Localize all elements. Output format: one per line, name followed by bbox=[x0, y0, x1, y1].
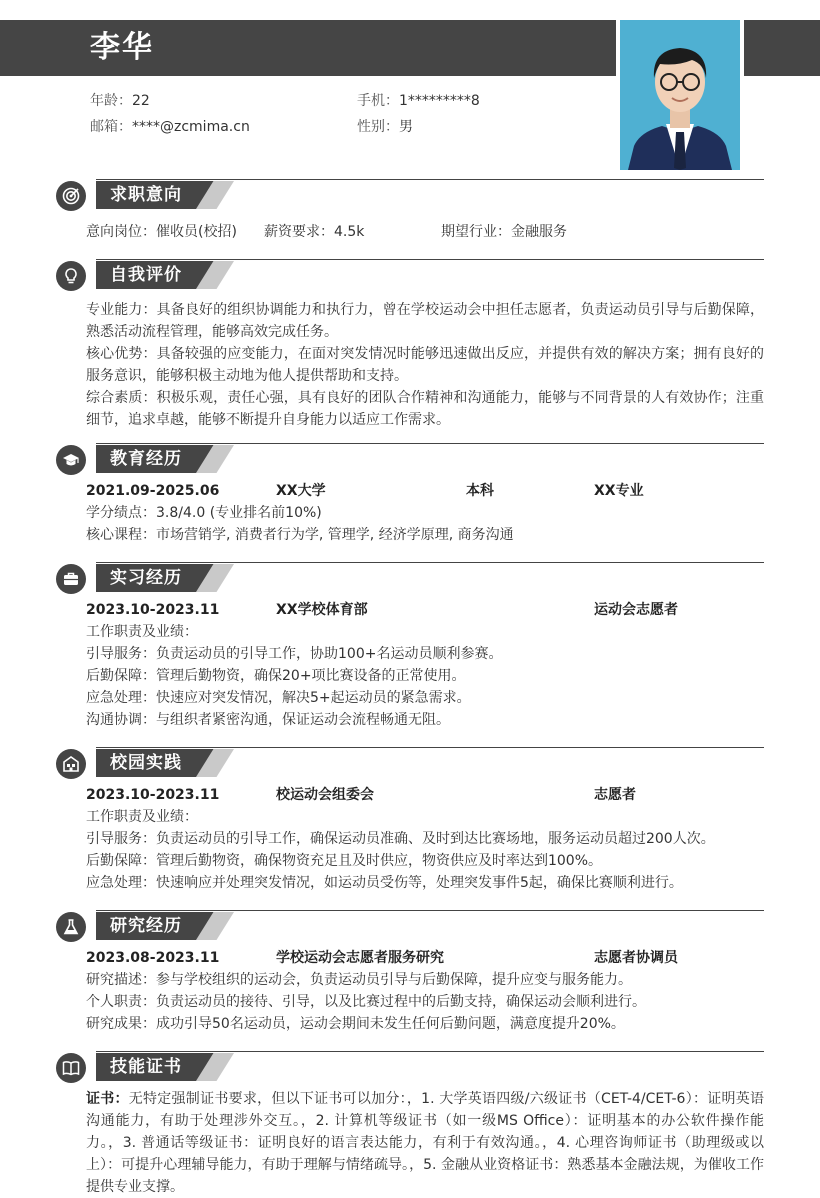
age-label: 年龄： bbox=[90, 93, 132, 109]
education-major: XX专业 bbox=[594, 483, 644, 499]
section-title: 自我评价 bbox=[110, 265, 182, 285]
phone-label: 手机： bbox=[357, 93, 399, 109]
section-skills bbox=[56, 1051, 765, 1195]
section-title: 教育经历 bbox=[110, 449, 182, 469]
section-divider bbox=[96, 179, 764, 180]
research-role: 志愿者协调员 bbox=[594, 950, 678, 966]
section-title: 求职意向 bbox=[110, 185, 182, 205]
section-title: 研究经历 bbox=[110, 916, 182, 936]
section-divider bbox=[96, 747, 764, 748]
campus-period: 2023.10-2023.11 bbox=[86, 787, 220, 803]
campus-line: 后勤保障：管理后勤物资，确保物资充足且及时供应，物资供应及时率达到100%。 bbox=[86, 853, 603, 869]
position-field: 意向岗位：催收员(校招) bbox=[86, 224, 237, 240]
section-internship bbox=[56, 562, 764, 728]
graduation-cap-icon bbox=[56, 445, 86, 475]
campus-line: 工作职责及业绩： bbox=[86, 809, 198, 825]
gender-field bbox=[357, 117, 413, 137]
briefcase-icon bbox=[56, 564, 86, 594]
education-degree: 本科 bbox=[466, 483, 494, 499]
internship-line: 应急处理：快速应对突发情况，解决5+起运动员的紧急需求。 bbox=[86, 690, 471, 706]
section-divider bbox=[96, 562, 764, 563]
section-divider bbox=[96, 443, 764, 444]
education-gpa: 学分绩点：3.8/4.0 (专业排名前10%) bbox=[86, 505, 322, 521]
email-label: 邮箱： bbox=[90, 119, 132, 135]
age-value: 22 bbox=[132, 93, 150, 109]
phone-value: 1*********8 bbox=[399, 93, 480, 109]
section-tab bbox=[96, 181, 236, 209]
self-eval-professional: 专业能力：具备良好的组织协调能力和执行力，曾在学校运动会中担任志愿者，负责运动员引导与后勤保障，熟悉活动流程管理，能够高效完成任务。 bbox=[86, 302, 764, 340]
skills-text: 无特定强制证书要求，但以下证书可以加分：，1. 大学英语四级/六级证书（CET-4/CET-6）：证明英语沟通能力，有助于处理涉外交互。，2. 计算机等级证书（如一级MS Office）：证明基本的办公软件操作能力。，3. 普通话等级证书：证明良好的语言表达能力，有利于有效沟通。，4. 心理咨询师证书（助理级或以上）：可提升心理辅导能力，有助于理解与情绪疏导。，5. 金融从业资格证书：熟悉基本金融法规，为催收工作提供专业支撑。 bbox=[86, 1091, 765, 1195]
research-line: 个人职责：负责运动员的接待、引导，以及比赛过程中的后勤支持，确保运动会顺利进行。 bbox=[86, 994, 646, 1010]
email-value: ****@zcmima.cn bbox=[132, 119, 250, 135]
gender-value: 男 bbox=[399, 119, 413, 135]
section-header bbox=[56, 179, 764, 213]
research-project: 学校运动会志愿者服务研究 bbox=[276, 950, 444, 966]
self-eval-advantage: 核心优势：具备较强的应变能力，在面对突发情况时能够迅速做出反应，并提供有效的解决方案；拥有良好的服务意识，能够积极主动地为他人提供帮助和支持。 bbox=[86, 346, 764, 384]
campus-org: 校运动会组委会 bbox=[276, 787, 374, 803]
building-icon bbox=[56, 749, 86, 779]
internship-line: 引导服务：负责运动员的引导工作，协助100+名运动员顺利参赛。 bbox=[86, 646, 503, 662]
internship-line: 工作职责及业绩： bbox=[86, 624, 198, 640]
profile-photo bbox=[620, 20, 740, 170]
research-line: 研究描述：参与学校组织的运动会，负责运动员引导与后勤保障，提升应变与服务能力。 bbox=[86, 972, 632, 988]
section-title: 技能证书 bbox=[110, 1057, 182, 1077]
internship-org: XX学校体育部 bbox=[276, 602, 368, 618]
education-school: XX大学 bbox=[276, 483, 326, 499]
section-self-eval bbox=[56, 259, 764, 428]
skills-certificates bbox=[86, 1088, 764, 1198]
campus-line: 应急处理：快速响应并处理突发情况，如运动员受伤等，处理突发事件5起，确保比赛顺利进行。 bbox=[86, 875, 683, 891]
internship-role: 运动会志愿者 bbox=[594, 602, 678, 618]
industry-field: 期望行业：金融服务 bbox=[441, 224, 567, 240]
research-line: 研究成果：成功引导50名运动员，运动会期间未发生任何后勤问题，满意度提升20%。 bbox=[86, 1016, 625, 1032]
internship-period: 2023.10-2023.11 bbox=[86, 602, 220, 618]
phone-field bbox=[357, 91, 480, 111]
section-education bbox=[56, 443, 764, 543]
internship-line: 后勤保障：管理后勤物资，确保20+项比赛设备的正常使用。 bbox=[86, 668, 466, 684]
flask-icon bbox=[56, 912, 86, 942]
salary-field: 薪资要求：4.5k bbox=[264, 224, 365, 240]
book-icon bbox=[56, 1053, 86, 1083]
header-band-right bbox=[744, 20, 820, 76]
email-field bbox=[90, 117, 250, 137]
internship-line: 沟通协调：与组织者紧密沟通，保证运动会流程畅通无阻。 bbox=[86, 712, 450, 728]
section-title: 实习经历 bbox=[110, 568, 182, 588]
target-icon bbox=[56, 181, 86, 211]
campus-line: 引导服务：负责运动员的引导工作，确保运动员准确、及时到达比赛场地，服务运动员超过200人次。 bbox=[86, 831, 715, 847]
research-period: 2023.08-2023.11 bbox=[86, 950, 220, 966]
self-eval-quality: 综合素质：积极乐观，责任心强，具有良好的团队合作精神和沟通能力，能够与不同背景的人有效协作；注重细节，追求卓越，能够不断提升自身能力以适应工作需求。 bbox=[86, 390, 764, 428]
section-divider bbox=[96, 910, 764, 911]
education-courses: 核心课程：市场营销学, 消费者行为学, 管理学, 经济学原理, 商务沟通 bbox=[86, 527, 514, 543]
section-campus bbox=[56, 747, 764, 891]
section-divider bbox=[96, 1051, 764, 1052]
section-title: 校园实践 bbox=[110, 753, 182, 773]
education-period: 2021.09-2025.06 bbox=[86, 483, 220, 499]
skills-label: 证书： bbox=[86, 1091, 129, 1107]
age-field bbox=[90, 91, 150, 111]
gender-label: 性别： bbox=[357, 119, 399, 135]
section-research bbox=[56, 910, 764, 1032]
campus-role: 志愿者 bbox=[594, 787, 636, 803]
section-job-intention bbox=[56, 179, 764, 240]
section-divider bbox=[96, 259, 764, 260]
candidate-name: 李华 bbox=[90, 30, 154, 65]
lightbulb-icon bbox=[56, 261, 86, 291]
